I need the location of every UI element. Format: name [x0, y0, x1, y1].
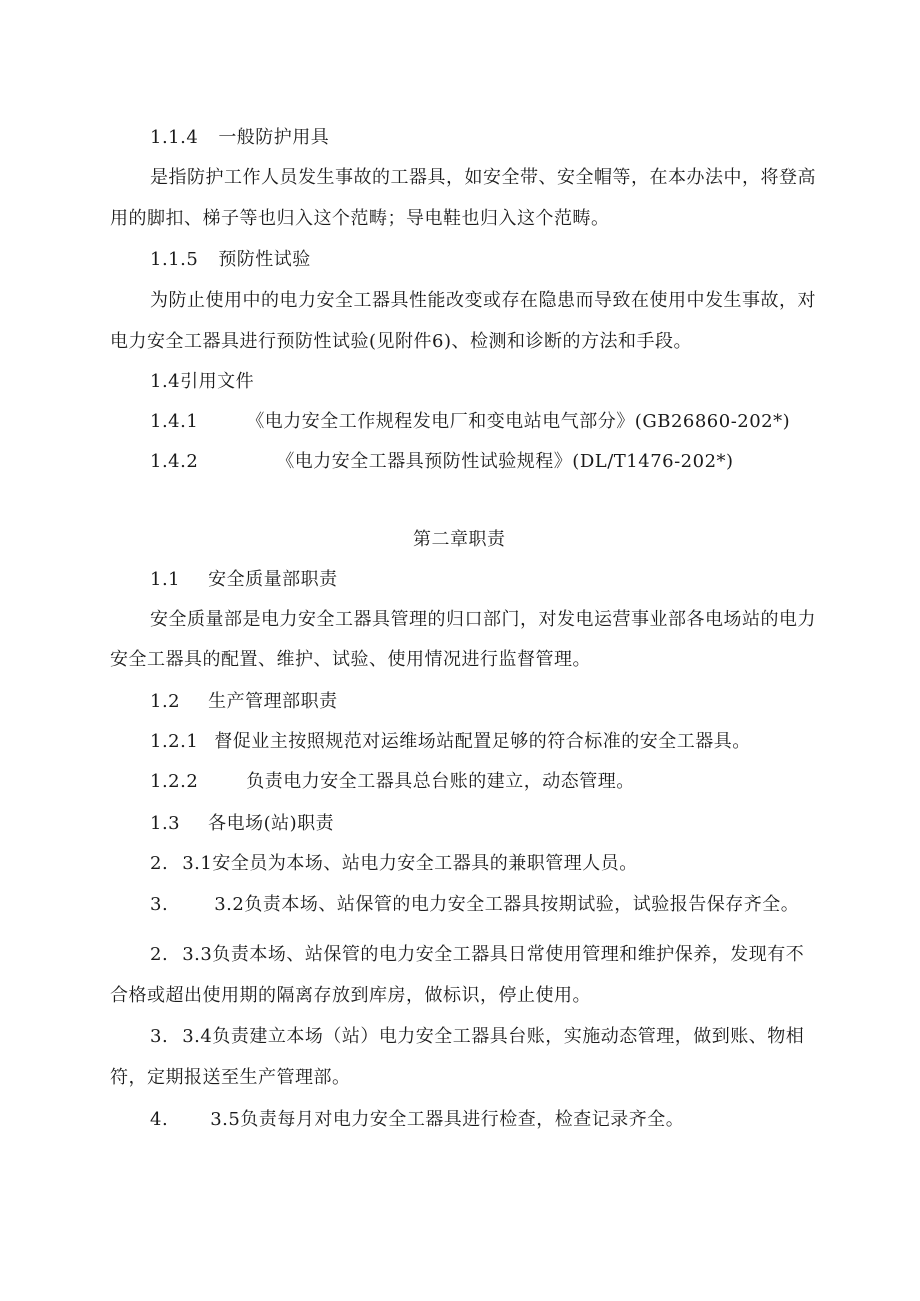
paragraph-line: 为防止使用中的电力安全工器具性能改变或存在隐患而导致在使用中发生事故，对	[150, 290, 816, 311]
item-text: 3.4负责建立本场（站）电力安全工器具台账，实施动态管理，做到账、物相	[182, 1026, 805, 1047]
subsection-text: 负责电力安全工器具总台账的建立，动态管理。	[246, 771, 635, 792]
reference-text: 《电力安全工器具预防性试验规程》(DL/T1476-202*)	[276, 451, 734, 472]
item-text: 3.2负责本场、站保管的电力安全工器具按期试验，试验报告保存齐全。	[214, 894, 800, 915]
section-title: 预防性试验	[218, 249, 311, 270]
duty-item	[150, 1108, 684, 1132]
duty-item	[150, 893, 799, 917]
paragraph-line: 用的脚扣、梯子等也归入这个范畴；导电鞋也归入这个范畴。	[110, 208, 610, 229]
item-number: 2.	[150, 853, 169, 874]
section-heading-1-1	[150, 568, 338, 592]
section-number: 1.1.4	[150, 127, 199, 148]
paragraph-line: 合格或超出使用期的隔离存放到库房，做标识，停止使用。	[110, 985, 591, 1006]
duty-item	[150, 943, 804, 967]
subsection-number: 1.2.1	[150, 731, 199, 752]
chapter-title: 第二章职责	[413, 529, 506, 550]
subsection-1-2-2	[150, 770, 635, 794]
item-number: 3.	[150, 894, 169, 915]
section-number: 1.1.5	[150, 249, 199, 270]
item-text: 3.1安全员为本场、站电力安全工器具的兼职管理人员。	[182, 853, 638, 874]
paragraph-line: 符，定期报送至生产管理部。	[110, 1067, 351, 1088]
section-number: 1.1	[150, 569, 181, 590]
item-text: 3.5负责每月对电力安全工器具进行检查，检查记录齐全。	[210, 1109, 685, 1130]
reference-item	[150, 450, 734, 474]
section-title: 安全质量部职责	[208, 569, 338, 590]
duty-item	[150, 1025, 804, 1049]
reference-text: 《电力安全工作规程发电厂和变电站电气部分》(GB26860-202*)	[246, 411, 791, 432]
item-number: 4.	[150, 1109, 169, 1130]
section-heading-1-4: 1.4引用文件	[150, 371, 255, 392]
paragraph-line: 安全质量部是电力安全工器具管理的归口部门，对发电运营事业部各电场站的电力	[150, 609, 816, 630]
section-title: 一般防护用具	[218, 127, 330, 148]
reference-number: 1.4.2	[150, 451, 199, 472]
section-heading-1-3	[150, 812, 334, 836]
item-number: 2.	[150, 944, 169, 965]
section-title: 各电场(站)职责	[208, 813, 335, 834]
section-heading-1-2	[150, 690, 338, 714]
section-heading-1-1-4	[150, 126, 329, 150]
reference-number: 1.4.1	[150, 411, 199, 432]
paragraph-line: 安全工器具的配置、维护、试验、使用情况进行监督管理。	[110, 649, 591, 670]
subsection-number: 1.2.2	[150, 771, 199, 792]
paragraph-line: 是指防护工作人员发生事故的工器具，如安全带、安全帽等，在本办法中，将登高	[150, 167, 816, 188]
item-text: 3.3负责本场、站保管的电力安全工器具日常使用管理和维护保养，发现有不	[182, 944, 805, 965]
item-number: 3.	[150, 1026, 169, 1047]
section-heading-1-1-5	[150, 248, 311, 272]
reference-item	[150, 410, 790, 434]
section-number: 1.3	[150, 813, 181, 834]
subsection-1-2-1	[150, 730, 751, 754]
paragraph-line: 电力安全工器具进行预防性试验(见附件6)、检测和诊断的方法和手段。	[110, 331, 692, 352]
duty-item	[150, 852, 638, 876]
subsection-text: 督促业主按照规范对运维场站配置足够的符合标准的安全工器具。	[214, 731, 751, 752]
section-number: 1.2	[150, 691, 181, 712]
section-title: 生产管理部职责	[208, 691, 338, 712]
